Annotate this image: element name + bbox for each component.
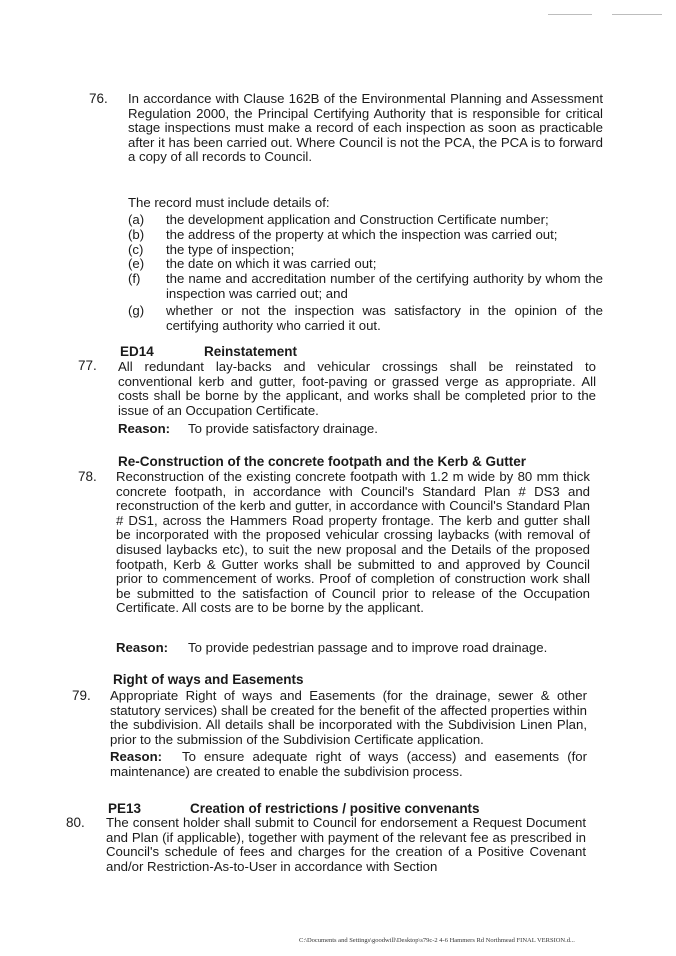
reason-label: Reason: <box>116 640 169 655</box>
item-text: Reconstruction of the existing concrete footpath with 1.2 m wide by 80 mm thick concrete footpath, in accordance with Council's Standard Plan # DS3 and reconstruction of the kerb and gutter, in accordance with Council's Standard Plan # DS1, across the Hammers Road property frontage. The kerb and gutter shall be incorporated with the proposed vehicular crossing laybacks (with removal of disused laybacks etc), to suit the new proposal and the Details of the proposed footpath, Kerb & Gutter works shall be submitted to and approved by Council prior to commencement of works. Proof of completion of construction work shall be submitted to the satisfaction of Council prior to release of the Occupation Certificate. All costs are to be borne by the applicant. <box>116 469 590 616</box>
item-text: The consent holder shall submit to Council for endorsement a Request Document and Plan (if applicable), together with payment of the relevant fee as prescribed in Council's schedule of fees and charges for the creation of a Positive Covenant and/or Restriction-As-to-User in accordance with Section <box>106 815 586 874</box>
reason-text: To ensure adequate right of ways (access) and easements (for maintenance) are created to enable the subdivision process. <box>110 749 587 779</box>
condition-code: ED14 <box>120 344 154 359</box>
item-text: In accordance with Clause 162B of the Environmental Planning and Assessment Regulation 2000, the Principal Certifying Authority that is responsible for critical stage inspections must make a record of each inspection as soon as practicable after it has been carried out. Where Council is not the PCA, the PCA is to forward a copy of all records to Council. <box>128 91 603 165</box>
file-path-footer: C:\Documents and Settings\goodwill\Desktop\s79c-2 4-6 Hammers Rd Northmead FINAL VERSION.d... <box>299 937 575 944</box>
section-heading: Reinstatement <box>204 344 298 359</box>
item-number: 80. <box>66 815 85 830</box>
section-heading: Re-Construction of the concrete footpath and the Kerb & Gutter <box>118 454 527 469</box>
item-number: 77. <box>78 358 97 373</box>
reason-label: Reason: <box>110 749 163 764</box>
item-number: 78. <box>78 469 97 484</box>
section-heading: Right of ways and Easements <box>113 672 304 687</box>
list-item: (b) the address of the property at which the inspection was carried out; <box>128 226 558 242</box>
inspection-record-list <box>128 213 603 333</box>
reason-label: Reason: <box>118 421 171 436</box>
condition-code: PE13 <box>108 801 142 816</box>
list-item: (a) the development application and Construction Certificate number; <box>128 212 549 227</box>
scan-mark <box>612 14 662 15</box>
list-item: (g) whether or not the inspection was satisfactory in the opinion of the certifying authority who carried it out. <box>128 302 603 333</box>
item-number: 79. <box>72 688 91 703</box>
scan-mark <box>548 14 592 15</box>
reason-text: To provide satisfactory drainage. <box>188 421 378 436</box>
list-intro: The record must include details of: <box>128 195 330 210</box>
reason-line <box>118 422 378 437</box>
item-text: Appropriate Right of ways and Easements (for the drainage, sewer & other statutory services) shall be created for the benefit of the affected properties within the subdivision. All details shall be incorporated with the Subdivision Linen Plan, prior to the submission of the Subdivision Certificate application. <box>110 688 587 747</box>
reason-text: To provide pedestrian passage and to improve road drainage. <box>188 640 548 655</box>
list-item: (c) the type of inspection; <box>128 241 295 257</box>
reason-line <box>116 641 547 656</box>
reason-line <box>110 750 587 779</box>
list-item: (e) the date on which it was carried out; <box>128 256 377 272</box>
list-item: (f) the name and accreditation number of the certifying authority by whom the inspection was carried out; and <box>128 271 603 301</box>
item-text: All redundant lay-backs and vehicular crossings shall be reinstated to conventional kerb and gutter, foot-paving or grassed verge as appropriate. All costs shall be borne by the applicant, and works shall be completed prior to the issue of an Occupation Certificate. <box>118 359 596 418</box>
section-heading: Creation of restrictions / positive convenants <box>190 801 480 816</box>
item-number: 76. <box>89 91 108 106</box>
